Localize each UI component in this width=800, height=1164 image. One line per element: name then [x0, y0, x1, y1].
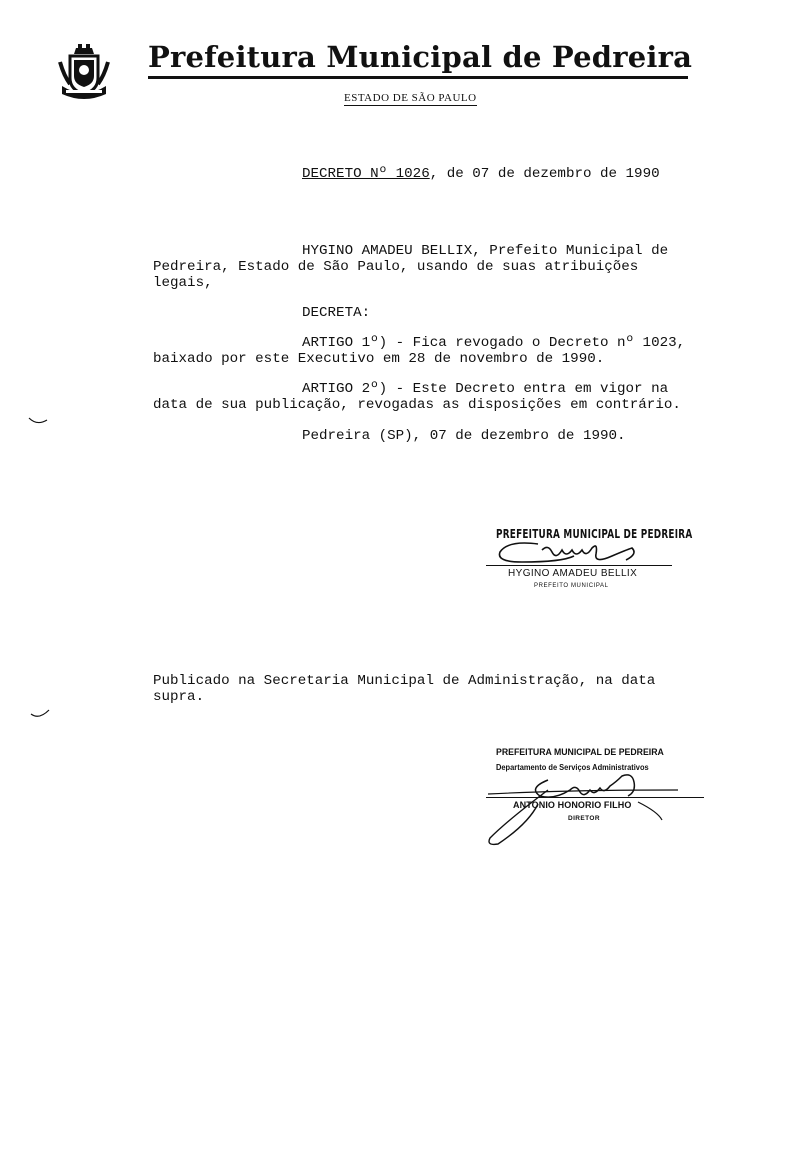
director-role: DIRETOR — [568, 815, 600, 822]
publication-line-1: Publicado na Secretaria Municipal de Administração, na data — [153, 673, 656, 689]
director-name: ANTONIO HONORIO FILHO — [513, 800, 632, 810]
municipality-title: Prefeitura Municipal de Pedreira — [148, 40, 693, 74]
mayor-signature-line — [486, 565, 672, 566]
mayor-stamp: PREFEITURA MUNICIPAL DE PEDREIRA — [496, 527, 693, 541]
admin-department: Departamento de Serviços Administrativos — [496, 762, 649, 772]
state-label: ESTADO DE SÃO PAULO — [344, 92, 477, 104]
preamble-line-2: Pedreira, Estado de São Paulo, usando de suas atribuições — [153, 259, 639, 275]
decree-date: , de 07 de dezembro de 1990 — [429, 166, 660, 182]
mayor-role: PREFEITO MUNICIPAL — [534, 583, 609, 589]
preamble-line-3: legais, — [153, 275, 213, 291]
director-signature-line — [486, 797, 704, 798]
coat-of-arms-icon — [56, 44, 112, 104]
publication-line-2: supra. — [153, 689, 205, 705]
scan-mark-2 — [30, 708, 50, 720]
article1-line-1: ARTIGO 1º) - Fica revogado o Decreto nº 1023, — [302, 335, 686, 351]
decree-heading — [302, 166, 660, 182]
decree-number: DECRETO Nº 1026 — [302, 166, 430, 182]
preamble-line-1: HYGINO AMADEU BELLIX, Prefeito Municipal de — [302, 243, 669, 259]
mayor-name: HYGINO AMADEU BELLIX — [508, 568, 638, 579]
admin-stamp: PREFEITURA MUNICIPAL DE PEDREIRA — [496, 747, 664, 758]
decreta-label: DECRETA: — [302, 305, 371, 321]
article2-line-1: ARTIGO 2º) - Este Decreto entra em vigor na — [302, 381, 669, 397]
article1-line-2: baixado por este Executivo em 28 de novembro de 1990. — [153, 351, 605, 367]
place-date: Pedreira (SP), 07 de dezembro de 1990. — [302, 428, 626, 444]
article2-line-2: data de sua publicação, revogadas as disposições em contrário. — [153, 397, 681, 413]
header-divider — [148, 76, 688, 79]
mayor-signature — [498, 540, 658, 566]
scan-mark-1 — [28, 414, 48, 426]
